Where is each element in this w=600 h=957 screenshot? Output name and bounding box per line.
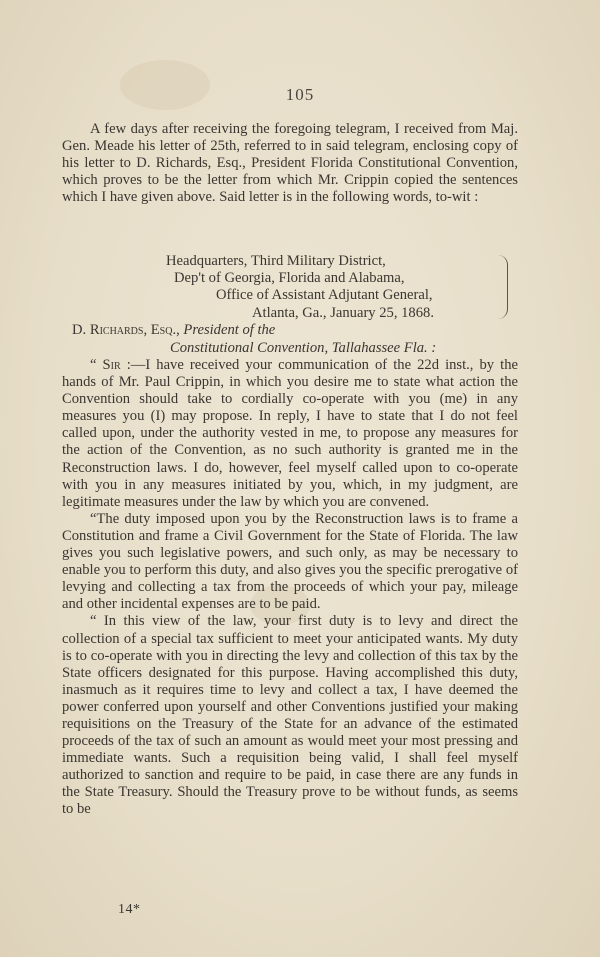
letter-paragraph-1-text: —I have received your communication of the 22d inst., by the hands of Mr. Paul Crippin, in which you desire me to state what action the Convention should take to cordially co-operate with you (me) in any measures you (I) may propose. In reply, I have to state that I do not feel called upon, under the authority vested in me, to propose any measures for the action of the Convention, as no such authority is granted me in the Reconstruction laws. I do, however, feel myself called upon to co-operate with you in any measures initiated by you, which, in my judgment, are legitimate measures under the law by which you are convened.	[62, 357, 518, 510]
addressee-line-1	[72, 322, 512, 340]
intro-section	[62, 121, 518, 206]
letter-paragraph-1	[62, 357, 518, 511]
heading-line-date: Atlanta, Ga., January 25, 1868.	[252, 304, 434, 321]
addressee-title-part2: Constitutional Convention, Tallahassee Fla. :	[170, 339, 437, 356]
heading-brace	[495, 255, 508, 319]
letter-paragraph-3: “ In this view of the law, your first duty is to levy and direct the collection of a special tax sufficient to meet your anticipated wants. My duty is to co-operate with you in directing the levy and collection of this tax by the State officers designated for this purpose. Having accomplished this duty, inasmuch as it requires time to levy and collect a tax, I have deemed the power conferred upon yourself and other Conventions justified your making requisitions on the Treasury of the State for an advance of the estimated proceeds of the tax of such an amount as would meet your most pressing and immediate wants. Such a requisition being valid, I shall feel myself authorized to sanction and require to be paid, in case there are any funds in the State Treasury. Should the Treasury prove to be without funds, as seems to be	[62, 613, 518, 818]
page-number: 105	[285, 85, 315, 104]
letter-body	[62, 357, 518, 819]
intro-paragraph: A few days after receiving the foregoing telegram, I received from Maj. Gen. Meade his letter of 25th, referred to in said telegram, enclosing copy of his letter to D. Richards, Esq., President Florida Constitutional Convention, which proves to be the letter from which Mr. Crippin copied the sentences which I have given above. Said letter is in the following words, to-wit :	[62, 121, 518, 206]
salutation: “ Sir :	[90, 357, 131, 373]
signature-mark: 14*	[118, 902, 141, 917]
letter-heading	[160, 253, 510, 322]
heading-line-office: Office of Assistant Adjutant General,	[216, 287, 433, 304]
heading-line-headquarters: Headquarters, Third Military District,	[166, 253, 386, 269]
letter-paragraph-2: “The duty imposed upon you by the Reconstruction laws is to frame a Constitution and frame a Civil Government for the State of Florida. The law gives you such legislative powers, and such only, as may be necessary to enable you to perform this duty, and also gives you the specific prerogative of levying and collecting a tax from the proceeds of which your pay, mileage and other incidental expenses are to be paid.	[62, 510, 518, 613]
addressee-name: D. Richards, Esq.,	[72, 322, 180, 338]
addressee-title-part1: President of the	[183, 322, 276, 338]
heading-line-department: Dep't of Georgia, Florida and Alabama,	[174, 270, 405, 287]
addressee-block	[72, 322, 512, 357]
